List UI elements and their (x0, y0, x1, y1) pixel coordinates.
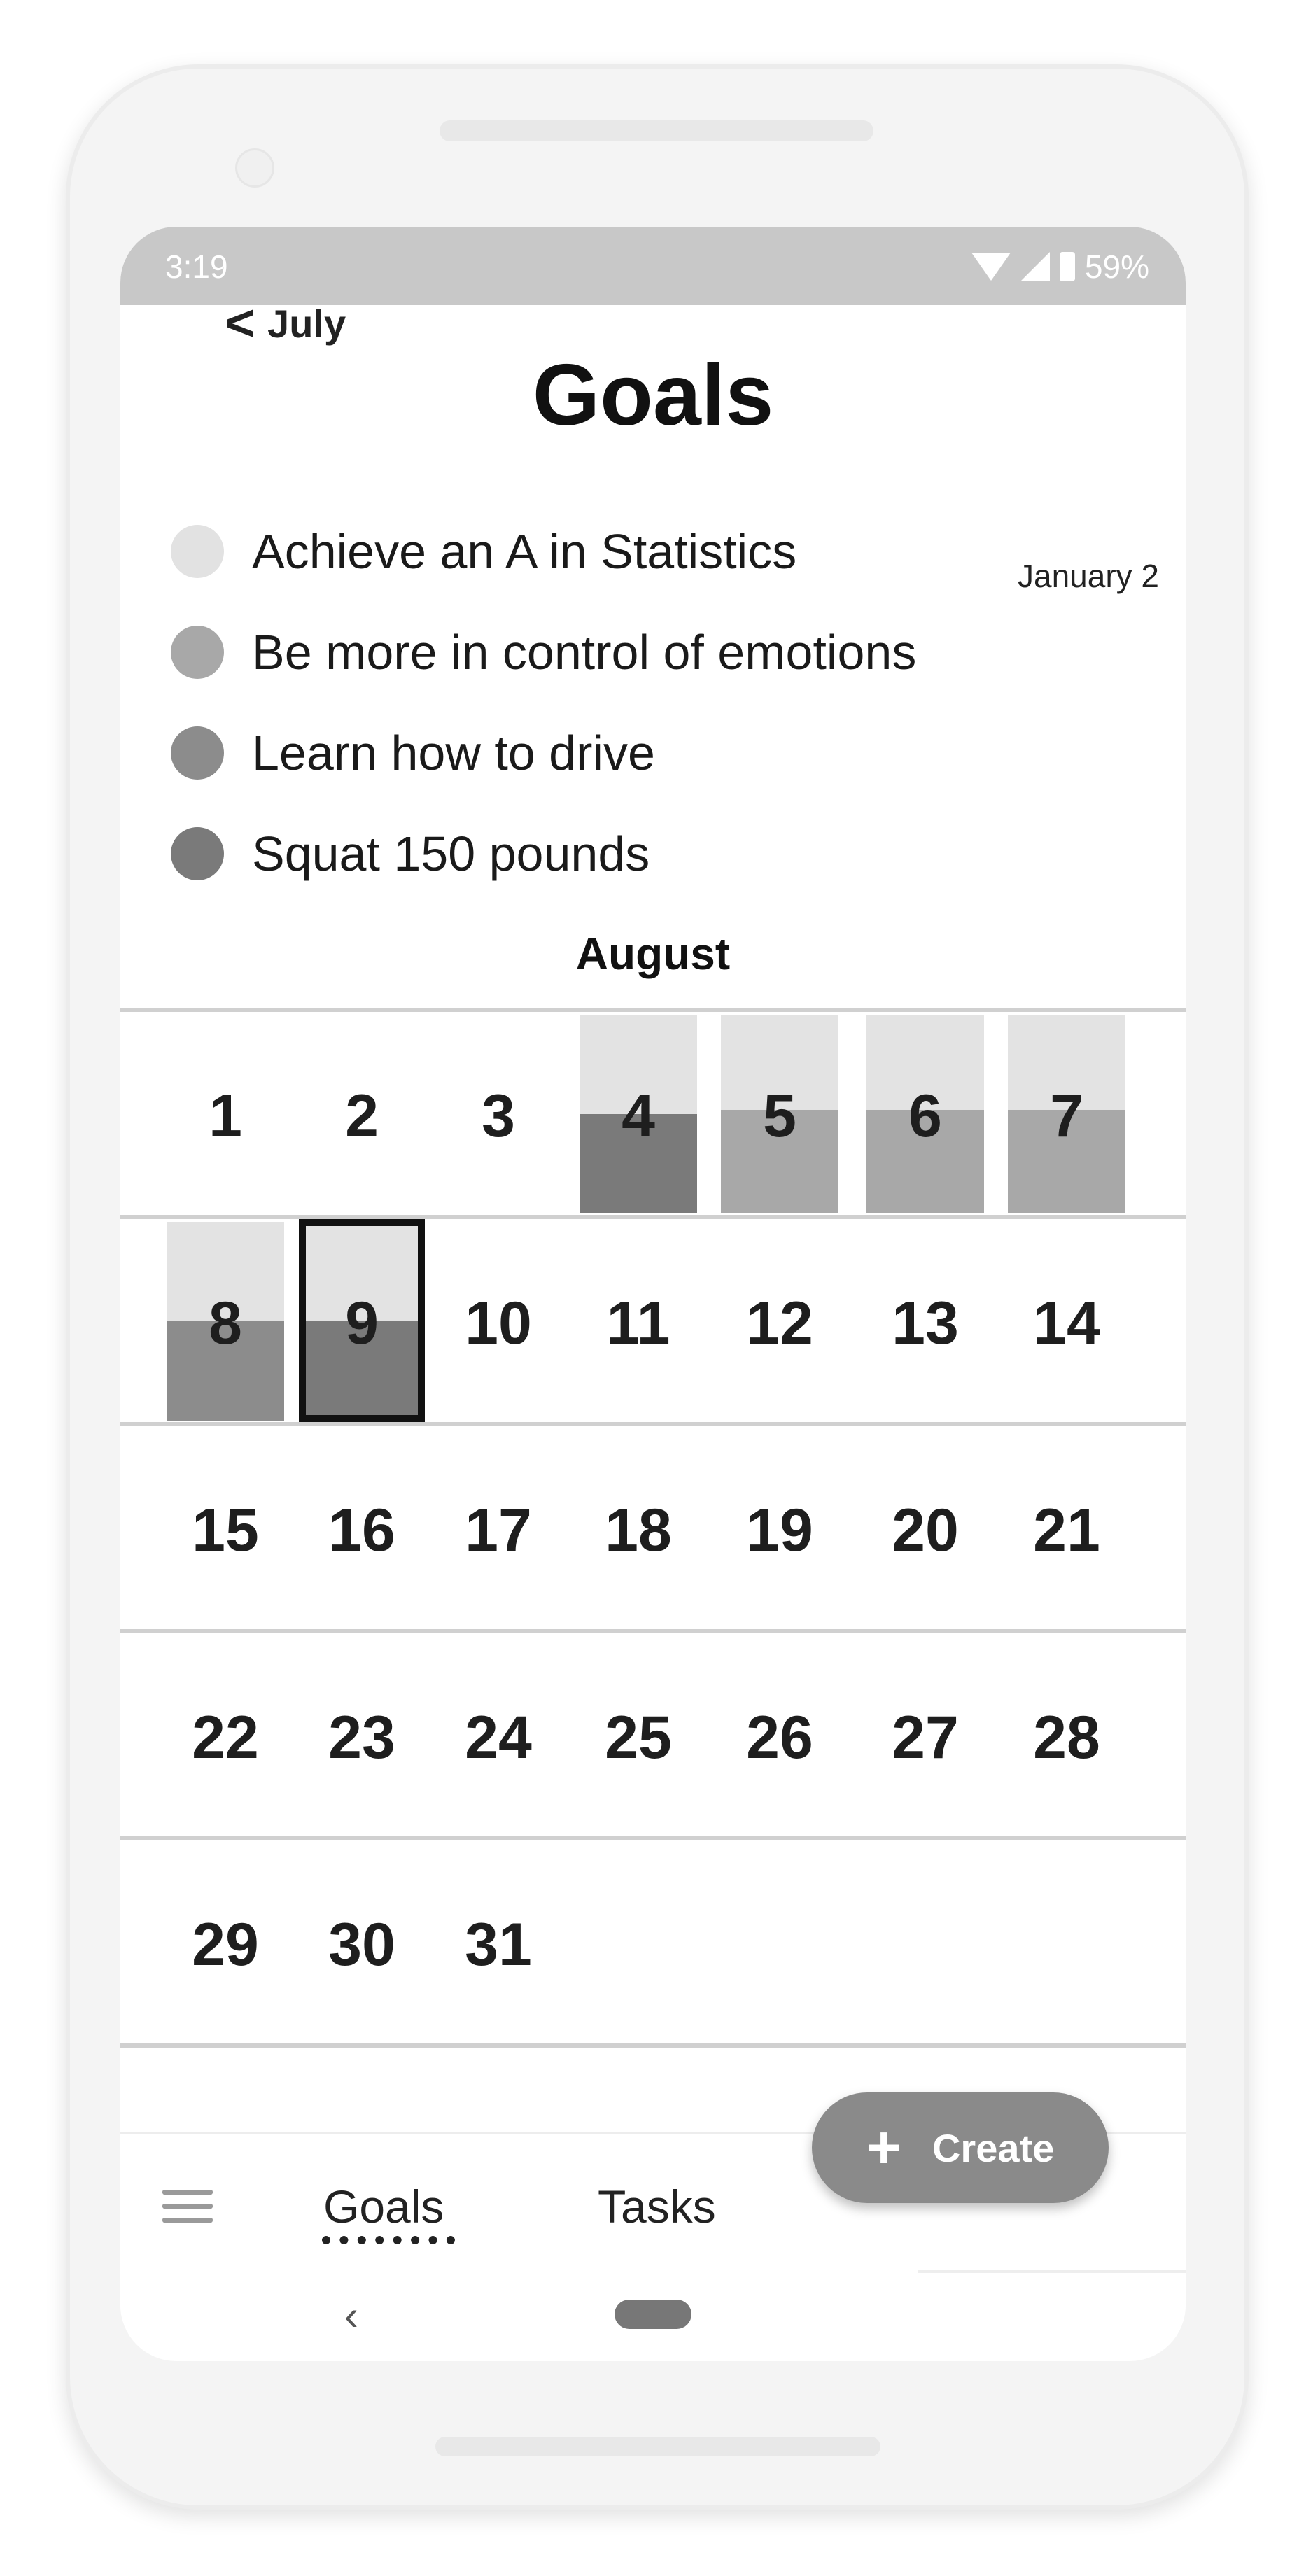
calendar-day[interactable] (1004, 1426, 1130, 1629)
system-home-pill-icon[interactable] (615, 2300, 691, 2329)
goal-item[interactable] (171, 703, 1151, 803)
goal-label: Squat 150 pounds (252, 826, 650, 881)
goal-item[interactable] (171, 602, 1151, 703)
calendar-day-number: 17 (465, 1497, 532, 1564)
create-button[interactable] (812, 2092, 1109, 2203)
goal-color-dot-icon (171, 726, 224, 780)
calendar-day-number: 30 (328, 1911, 395, 1978)
calendar-day[interactable] (435, 1219, 561, 1422)
calendar-day[interactable] (435, 1012, 561, 1215)
calendar-day-number: 19 (746, 1497, 813, 1564)
calendar-day[interactable] (162, 1840, 288, 2043)
calendar-day[interactable] (162, 1426, 288, 1629)
create-label: Create (932, 2125, 1055, 2170)
calendar-day[interactable] (299, 1426, 425, 1629)
calendar-day-number: 22 (192, 1704, 259, 1771)
calendar-day[interactable] (162, 1012, 288, 1215)
calendar-day[interactable] (435, 1426, 561, 1629)
phone-chin-bar (435, 2437, 880, 2456)
tab-tasks[interactable]: Tasks (598, 2181, 716, 2232)
goal-item[interactable] (171, 501, 1151, 602)
calendar-day[interactable] (1004, 1012, 1130, 1215)
calendar-day-number: 12 (746, 1290, 813, 1357)
goal-legend (171, 501, 1151, 904)
calendar-day[interactable] (299, 1840, 425, 2043)
calendar-day[interactable] (1004, 1633, 1130, 1836)
divider (918, 2270, 1186, 2273)
wifi-icon (971, 253, 1011, 281)
chevron-left-icon: < (225, 295, 255, 351)
calendar-day-number: 9 (345, 1290, 379, 1357)
system-back-icon[interactable]: ‹ (344, 2292, 358, 2339)
calendar-day[interactable] (862, 1219, 988, 1422)
calendar-day[interactable] (862, 1426, 988, 1629)
calendar-day-number: 20 (892, 1497, 959, 1564)
calendar-day-number: 23 (328, 1704, 395, 1771)
goal-label: Achieve an A in Statistics (252, 524, 797, 579)
calendar-day-number: 3 (482, 1083, 515, 1150)
selected-day-outline (299, 1219, 425, 1422)
calendar-day[interactable] (717, 1426, 843, 1629)
calendar-day-number: 31 (465, 1911, 532, 1978)
goal-color-dot-icon (171, 525, 224, 578)
calendar-day-number: 28 (1033, 1704, 1100, 1771)
battery-icon (1060, 252, 1075, 281)
calendar-day-number: 24 (465, 1704, 532, 1771)
calendar-day-number: 7 (1050, 1083, 1083, 1150)
calendar-row-divider (120, 2043, 1186, 2048)
calendar-day-number: 2 (345, 1083, 379, 1150)
date-note: January 2 (1017, 558, 1159, 594)
goal-label: Be more in control of emotions (252, 625, 917, 680)
active-tab-indicator (322, 2236, 455, 2244)
back-label: July (267, 301, 346, 346)
signal-icon (1020, 252, 1050, 281)
status-time: 3:19 (165, 248, 228, 285)
goal-label: Learn how to drive (252, 726, 655, 780)
calendar-day-number: 8 (209, 1290, 242, 1357)
app-screen (120, 227, 1186, 2361)
calendar-day-number: 4 (622, 1083, 655, 1150)
month-label: August (575, 929, 731, 979)
status-bar (120, 227, 1186, 305)
calendar-day[interactable] (299, 1219, 425, 1422)
goal-color-dot-icon (171, 827, 224, 880)
calendar-day[interactable] (717, 1219, 843, 1422)
calendar-day-number: 6 (908, 1083, 942, 1150)
calendar-day-number: 11 (606, 1290, 670, 1357)
calendar-day-number: 10 (465, 1290, 532, 1357)
calendar-day-number: 16 (328, 1497, 395, 1564)
goal-color-dot-icon (171, 626, 224, 679)
calendar-day[interactable] (862, 1012, 988, 1215)
calendar-day[interactable] (575, 1426, 701, 1629)
tab-goals[interactable]: Goals (323, 2181, 444, 2232)
calendar-day[interactable] (717, 1012, 843, 1215)
calendar-day[interactable] (575, 1219, 701, 1422)
speaker-grille (440, 120, 873, 141)
front-camera (235, 148, 274, 188)
calendar-day-number: 25 (605, 1704, 672, 1771)
calendar-day[interactable] (435, 1633, 561, 1836)
goal-item[interactable] (171, 803, 1151, 904)
calendar-day-number: 21 (1033, 1497, 1100, 1564)
calendar-day[interactable] (1004, 1219, 1130, 1422)
page-title: Goals (532, 347, 774, 444)
calendar-day-number: 14 (1033, 1290, 1100, 1357)
hamburger-menu-icon[interactable] (162, 2190, 213, 2225)
calendar-day-number: 29 (192, 1911, 259, 1978)
battery-percent: 59% (1084, 248, 1149, 285)
calendar-day-number: 1 (209, 1083, 242, 1150)
calendar-day-number: 5 (763, 1083, 796, 1150)
calendar-day[interactable] (717, 1633, 843, 1836)
calendar-day[interactable] (299, 1633, 425, 1836)
calendar-day[interactable] (162, 1219, 288, 1422)
calendar-day[interactable] (299, 1012, 425, 1215)
calendar-day[interactable] (575, 1633, 701, 1836)
calendar-day[interactable] (862, 1633, 988, 1836)
plus-icon: + (866, 2114, 901, 2181)
calendar-day-number: 13 (892, 1290, 959, 1357)
back-to-july-button[interactable] (225, 295, 346, 351)
calendar-day[interactable] (162, 1633, 288, 1836)
calendar-day[interactable] (435, 1840, 561, 2043)
calendar-day-number: 27 (892, 1704, 959, 1771)
calendar-day-number: 26 (746, 1704, 813, 1771)
calendar-day[interactable] (575, 1012, 701, 1215)
calendar-day-number: 15 (192, 1497, 259, 1564)
calendar-day-number: 18 (605, 1497, 672, 1564)
status-icons (971, 248, 1149, 286)
